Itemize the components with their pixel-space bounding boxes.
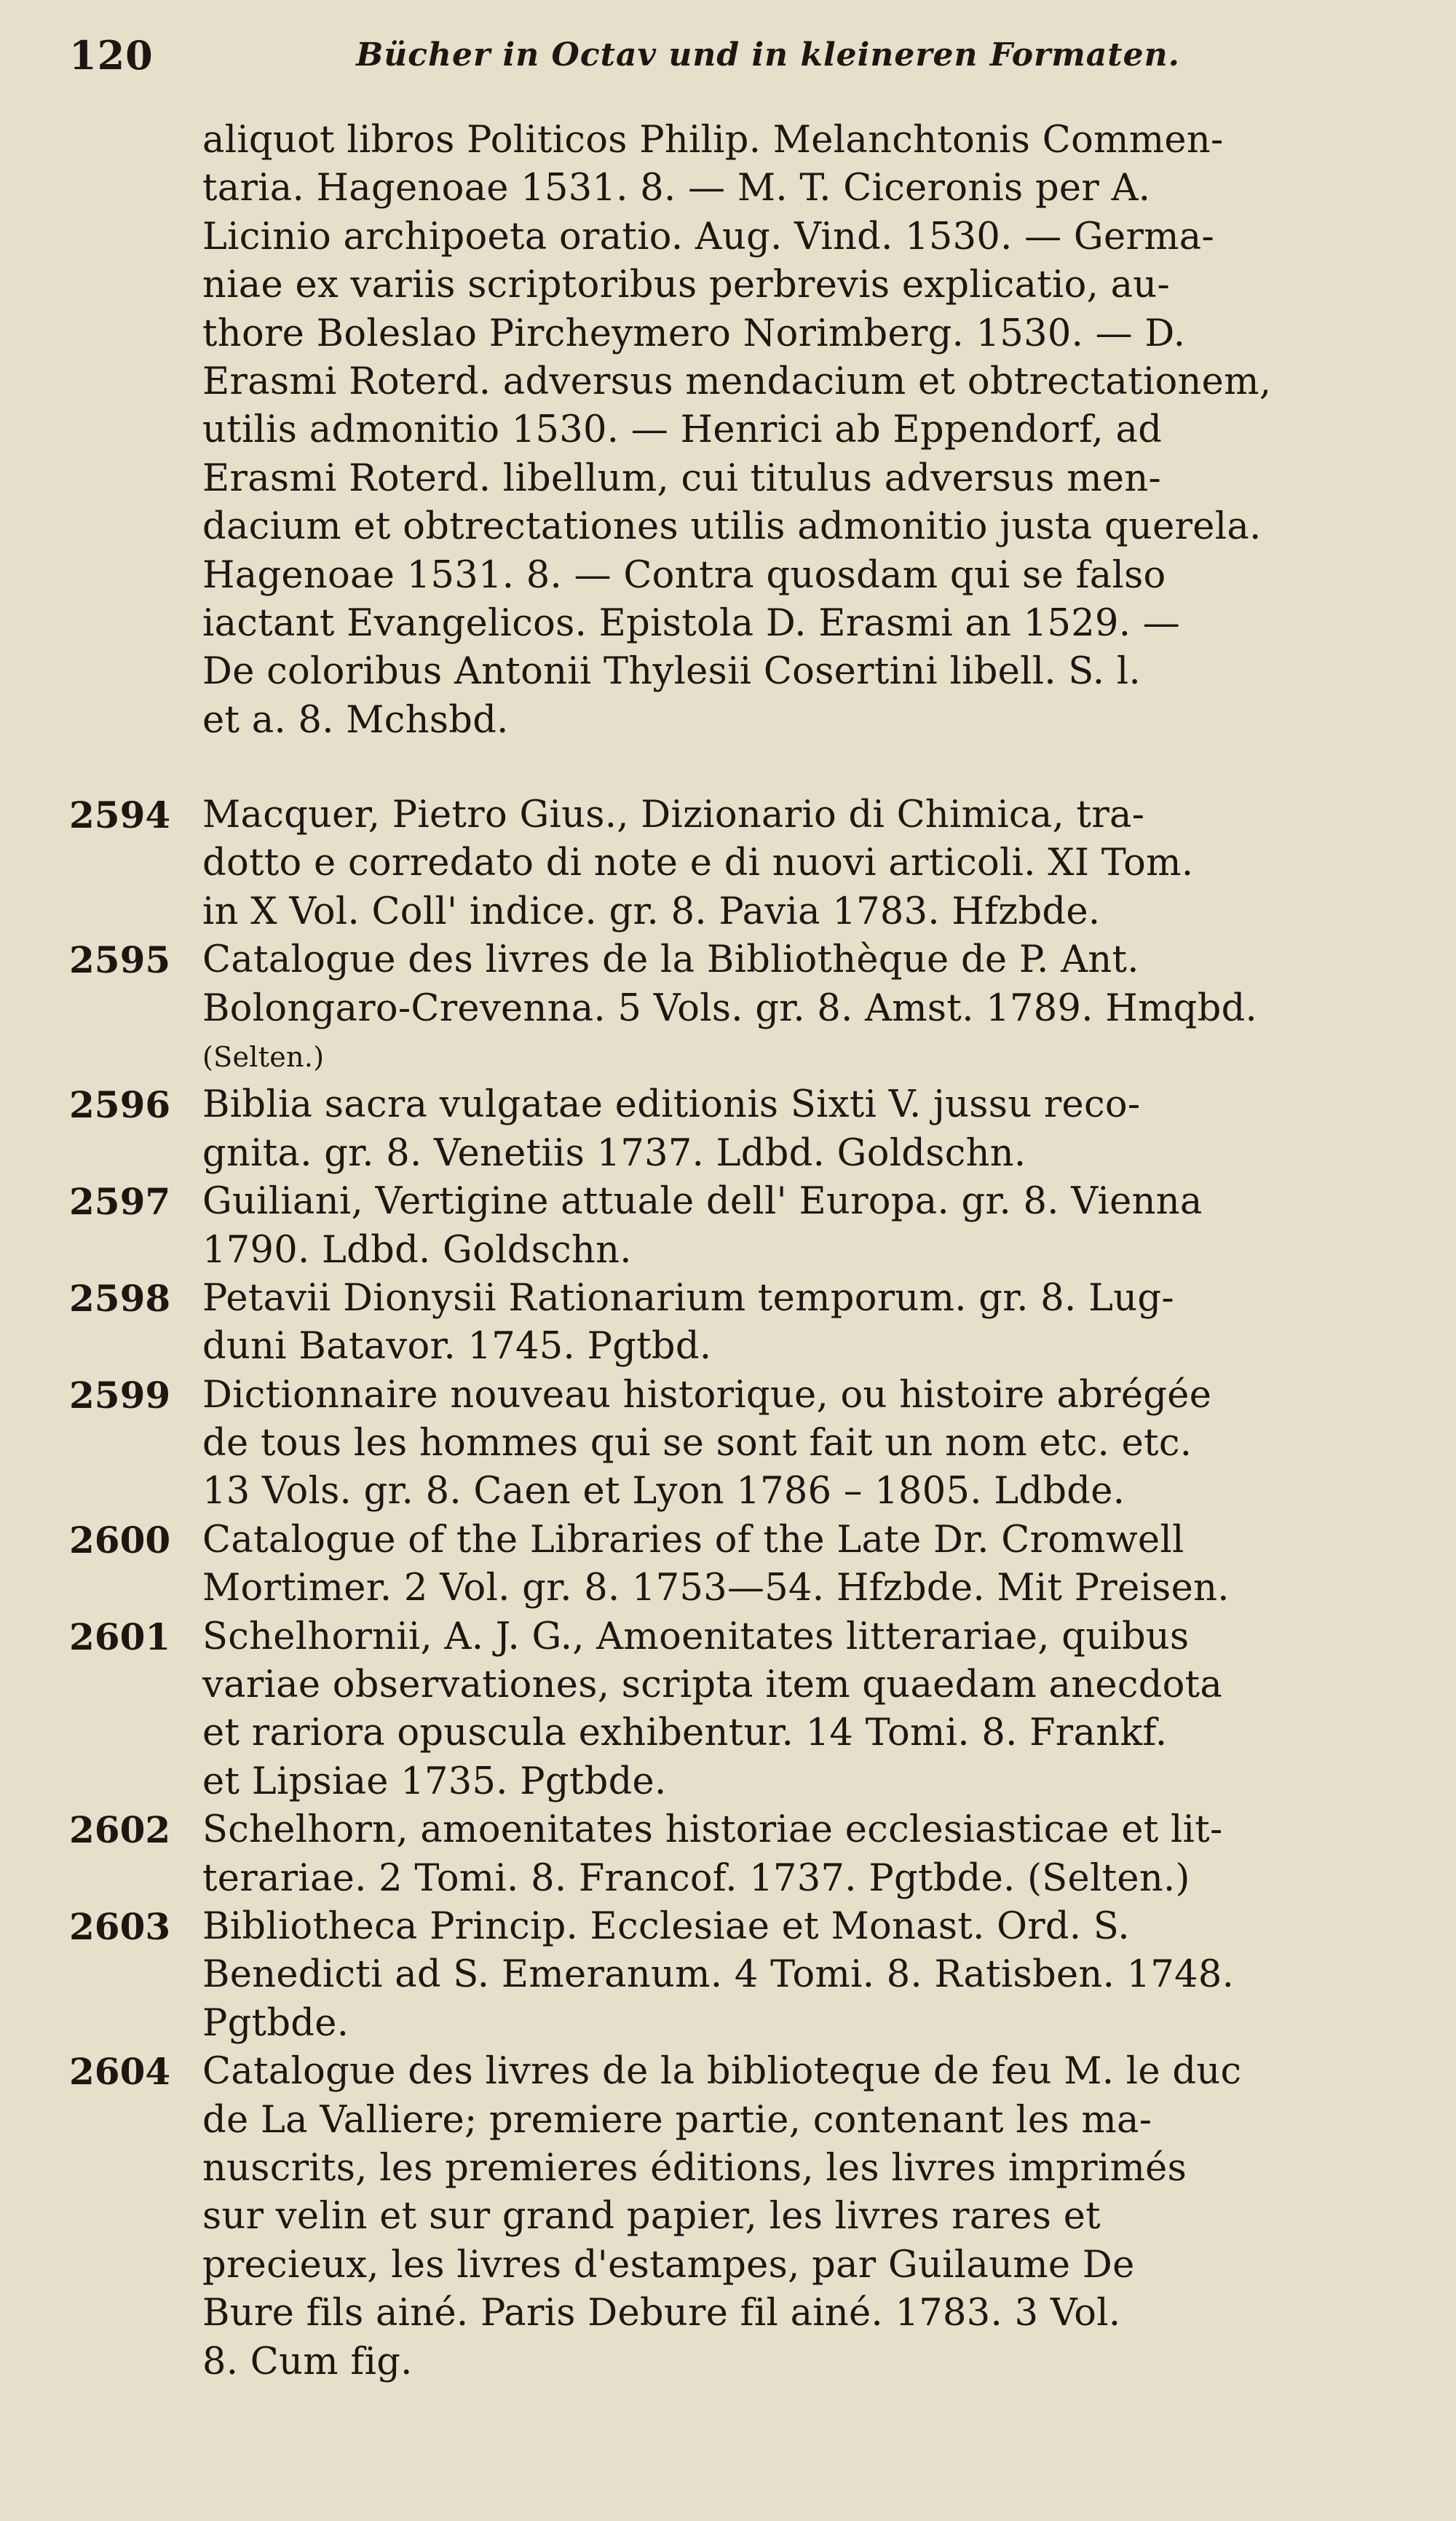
catalogue-entry — [69, 1372, 1412, 1516]
catalogue-entry — [69, 1613, 1412, 1807]
page-header — [69, 28, 1401, 93]
text-line: et Lipsiae 1735. Pgtbde. — [202, 1760, 667, 1803]
entry-number: 2601 — [69, 1615, 171, 1658]
text-line: utilis admonitio 1530. — Henrici ab Eppendorf, ad — [202, 408, 1163, 452]
text-line: et a. 8. Mchsbd. — [202, 698, 509, 742]
entry-number: 2604 — [69, 2050, 171, 2094]
text-line: 1790. Ldbd. Goldschn. — [202, 1228, 632, 1272]
entry-number: 2596 — [69, 1083, 171, 1127]
text-line: terariae. 2 Tomi. 8. Francof. 1737. Pgtbde. (Selten.) — [202, 1856, 1190, 1900]
entry-number: 2595 — [69, 938, 171, 982]
catalogue-entry — [69, 1081, 1412, 1178]
text-line: Benedicti ad S. Emeranum. 4 Tomi. 8. Ratisben. 1748. — [202, 1953, 1235, 1997]
entry-text — [202, 2048, 1412, 2386]
text-line: Bure fils ainé. Paris Debure fil ainé. 1783. 3 Vol. — [202, 2292, 1121, 2335]
entry-number: 2599 — [69, 1373, 171, 1417]
text-line: duni Batavor. 1745. Pgtbd. — [202, 1325, 712, 1369]
catalogue-entry — [69, 1275, 1412, 1372]
catalogue-entry — [69, 1516, 1412, 1613]
entry-number: 2600 — [69, 1518, 171, 1562]
entry-text — [202, 1806, 1412, 1903]
text-line: aliquot libros Politicos Philip. Melanchtonis Commen- — [202, 119, 1224, 162]
entry-number: 2594 — [69, 793, 171, 836]
text-line: de La Valliere; premiere partie, contenant les ma- — [202, 2098, 1152, 2142]
text-line: taria. Hagenoae 1531. 8. — M. T. Ciceronis per A. — [202, 167, 1151, 210]
text-line: variae observationes, scripta item quaedam anecdota — [202, 1663, 1223, 1707]
entry-number: 2602 — [69, 1808, 171, 1852]
text-line: Dictionnaire nouveau historique, ou histoire abrégée — [202, 1373, 1212, 1417]
text-line: Mortimer. 2 Vol. gr. 8. 1753—54. Hfzbde. Mit Preisen. — [202, 1567, 1230, 1610]
entry-number: 2603 — [69, 1904, 171, 1948]
catalogue-entry — [69, 791, 1412, 936]
text-line: Guiliani, Vertigine attuale dell' Europa. gr. 8. Vienna — [202, 1180, 1203, 1224]
text-line: nuscrits, les premieres éditions, les livres imprimés — [202, 2146, 1187, 2190]
text-line: 13 Vols. gr. 8. Caen et Lyon 1786 – 1805. Ldbde. — [202, 1470, 1125, 1513]
entry-text — [202, 791, 1412, 936]
text-line: Licinio archipoeta oratio. Aug. Vind. 1530. — Germa- — [202, 215, 1215, 258]
text-line: Erasmi Roterd. libellum, cui titulus adversus men- — [202, 456, 1162, 500]
text-line: niae ex variis scriptoribus perbrevis explicatio, au- — [202, 264, 1170, 307]
entry-text — [202, 936, 1412, 1081]
text-line: dotto e corredato di note e di nuovi articoli. XI Tom. — [202, 842, 1194, 885]
entry-text — [202, 1613, 1412, 1807]
entry-text — [202, 1178, 1412, 1275]
text-line: Petavii Dionysii Rationarium temporum. gr. 8. Lug- — [202, 1276, 1174, 1320]
text-line: thore Boleslao Pircheymero Norimberg. 1530. — D. — [202, 312, 1186, 355]
text-line: Biblia sacra vulgatae editionis Sixti V. jussu reco- — [202, 1083, 1141, 1127]
entry-number: 2598 — [69, 1276, 171, 1320]
text-line: Erasmi Roterd. adversus mendacium et obtrectationem, — [202, 360, 1272, 403]
catalogue-entry — [69, 1806, 1412, 1903]
text-line: Schelhorn, amoenitates historiae ecclesiasticae et lit- — [202, 1808, 1223, 1852]
running-head: Bücher in Octav und in kleineren Formaten. — [356, 36, 1180, 74]
text-line: precieux, les livres d'estampes, par Guilaume De — [202, 2243, 1135, 2287]
text-line: et rariora opuscula exhibentur. 14 Tomi. 8. Frankf. — [202, 1711, 1168, 1755]
text-line: dacium et obtrectationes utilis admonitio justa querela. — [202, 505, 1262, 549]
text-line: Hagenoae 1531. 8. — Contra quosdam qui se falso — [202, 553, 1166, 597]
text-line: Schelhornii, A. J. G., Amoenitates litterariae, quibus — [202, 1615, 1190, 1658]
catalogue-entries — [69, 791, 1412, 2386]
entry-text — [202, 1372, 1412, 1516]
page-number: 120 — [69, 32, 154, 79]
text-line: Bibliotheca Princip. Ecclesiae et Monast. Ord. S. — [202, 1904, 1130, 1948]
text-line: Catalogue des livres de la biblioteque de feu M. le duc — [202, 2050, 1242, 2094]
text-line: Macquer, Pietro Gius., Dizionario di Chimica, tra- — [202, 793, 1145, 836]
text-line: Bolongaro-Crevenna. 5 Vols. gr. 8. Amst. 1789. Hmqbd. — [202, 986, 1258, 1030]
entry-text — [202, 1516, 1412, 1613]
entry-note: (Selten.) — [202, 1040, 325, 1073]
text-line: gnita. gr. 8. Venetiis 1737. Ldbd. Goldschn. — [202, 1131, 1026, 1175]
text-line: iactant Evangelicos. Epistola D. Erasmi an 1529. — — [202, 601, 1181, 645]
catalogue-entry — [69, 1178, 1412, 1275]
text-line: De coloribus Antonii Thylesii Cosertini libell. S. l. — [202, 650, 1141, 694]
text-line: de tous les hommes qui se sont fait un nom etc. etc. — [202, 1422, 1192, 1465]
text-line: 8. Cum fig. — [202, 2340, 413, 2383]
entry-text — [202, 1903, 1412, 2048]
catalogue-entry — [69, 2048, 1412, 2386]
catalogue-entry — [69, 936, 1412, 1081]
text-line: Catalogue of the Libraries of the Late Dr. Cromwell — [202, 1518, 1184, 1562]
text-line: Pgtbde. — [202, 2001, 349, 2045]
text-line: Catalogue des livres de la Bibliothèque de P. Ant. — [202, 938, 1139, 982]
continued-entry-text — [202, 116, 1411, 745]
entry-text — [202, 1081, 1412, 1178]
catalogue-entry — [69, 1903, 1412, 2048]
text-line: sur velin et sur grand papier, les livres rares et — [202, 2195, 1101, 2239]
entry-text — [202, 1275, 1412, 1372]
entry-number: 2597 — [69, 1180, 171, 1224]
text-line: in X Vol. Coll' indice. gr. 8. Pavia 1783. Hfzbde. — [202, 890, 1101, 933]
